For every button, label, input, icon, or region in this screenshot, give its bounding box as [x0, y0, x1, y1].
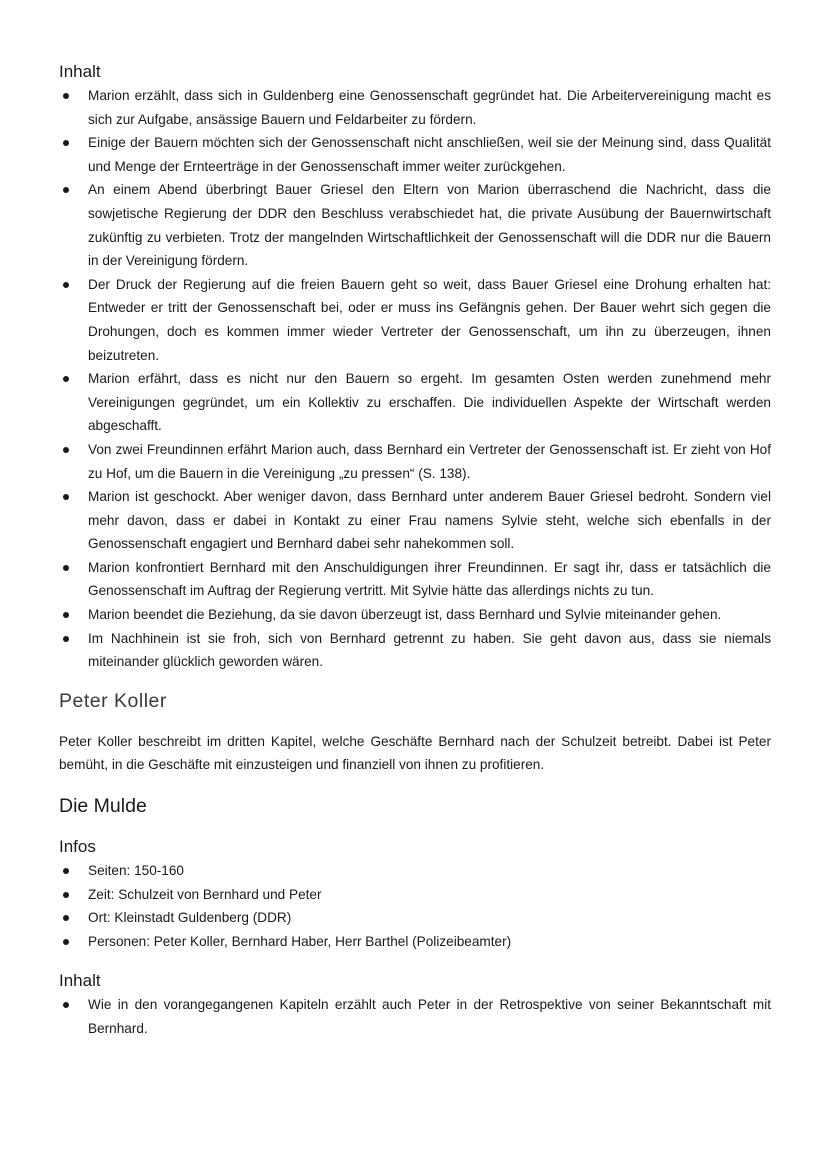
bullet-icon	[63, 636, 69, 642]
bullet-icon	[63, 868, 69, 874]
bullet-icon	[63, 187, 69, 193]
bullet-icon	[63, 612, 69, 618]
list-item: Marion konfrontiert Bernhard mit den Anschuldigungen ihrer Freundinnen. Er sagt ihr, dass er tatsächlich die Genossenschaft im Auftrag der Regierung vertritt. Mit Sylvie hätte das allerdings nichts zu tun.	[59, 556, 771, 603]
list-item: An einem Abend überbringt Bauer Griesel den Eltern von Marion überraschend die Nachricht, dass die sowjetische Regierung der DDR den Beschluss verabschiedet hat, die private Ausübung der Bauernwirtschaft zukünftig zu verbieten. Trotz der mangelnden Wirtschaftlichkeit der Genossenschaft will die DDR nur die Bauern in der Vereinigung fördern.	[59, 178, 771, 272]
document-page	[59, 60, 771, 1041]
list-item: Seiten: 150-160	[59, 859, 771, 883]
bullet-icon	[63, 915, 69, 921]
bullet-icon	[63, 282, 69, 288]
list-item: Marion erzählt, dass sich in Guldenberg eine Genossenschaft gegründet hat. Die Arbeitervereinigung macht es sich zur Aufgabe, ansässige Bauern und Feldarbeiter zu fördern.	[59, 84, 771, 131]
bullet-icon	[63, 892, 69, 898]
list-item: Einige der Bauern möchten sich der Genossenschaft nicht anschließen, weil sie der Meinung sind, dass Qualität und Menge der Ernteerträge in der Genossenschaft immer weiter zurückgehen.	[59, 131, 771, 178]
list-item: Wie in den vorangegangenen Kapiteln erzählt auch Peter in der Retrospektive von seiner Bekanntschaft mit Bernhard.	[59, 993, 771, 1040]
bullet-icon	[63, 1002, 69, 1008]
inhalt-list	[59, 84, 771, 674]
infos-list	[59, 859, 771, 953]
bullet-icon	[63, 565, 69, 571]
list-item: Marion erfährt, dass es nicht nur den Bauern so ergeht. Im gesamten Osten werden zunehmend mehr Vereinigungen gegründet, um ein Kollektiv zu erschaffen. Die individuellen Aspekte der Wirtschaft werden abgeschafft.	[59, 367, 771, 438]
list-item: Zeit: Schulzeit von Bernhard und Peter	[59, 883, 771, 907]
list-item: Ort: Kleinstadt Guldenberg (DDR)	[59, 906, 771, 930]
inhalt-list-2	[59, 993, 771, 1040]
list-item: Im Nachhinein ist sie froh, sich von Bernhard getrennt zu haben. Sie geht davon aus, dass sie niemals miteinander glücklich geworden wären.	[59, 627, 771, 674]
bullet-icon	[63, 376, 69, 382]
list-item: Marion beendet die Beziehung, da sie davon überzeugt ist, dass Bernhard und Sylvie miteinander gehen.	[59, 603, 771, 627]
peter-koller-paragraph: Peter Koller beschreibt im dritten Kapitel, welche Geschäfte Bernhard nach der Schulzeit betreibt. Dabei ist Peter bemüht, in die Geschäfte mit einzusteigen und finanziell von ihnen zu profitieren.	[59, 733, 771, 773]
list-item: Marion ist geschockt. Aber weniger davon, dass Bernhard unter anderem Bauer Griesel bedroht. Sondern viel mehr davon, dass er dabei in Kontakt zu einer Frau namens Sylvie steht, welche sich ebenfalls in der Genossenschaft engagiert und Bernhard dabei sehr nahekommen soll.	[59, 485, 771, 556]
bullet-icon	[63, 939, 69, 945]
bullet-icon	[63, 494, 69, 500]
bullet-icon	[63, 93, 69, 99]
section-heading-peter-koller: Peter Koller	[59, 689, 167, 712]
bullet-icon	[63, 447, 69, 453]
section-heading-inhalt: Inhalt	[59, 62, 101, 81]
list-item: Von zwei Freundinnen erfährt Marion auch, dass Bernhard ein Vertreter der Genossenschaft ist. Er zieht von Hof zu Hof, um die Bauern in die Vereinigung „zu pressen“ (S. 138).	[59, 438, 771, 485]
section-heading-inhalt-2: Inhalt	[59, 971, 101, 991]
section-heading-die-mulde: Die Mulde	[59, 795, 147, 818]
list-item: Der Druck der Regierung auf die freien Bauern geht so weit, dass Bauer Griesel eine Drohung erhalten hat: Entweder er tritt der Genossenschaft bei, oder er muss ins Gefängnis gehen. Der Bauer wehrt sich gegen die Drohungen, doch es kommen immer wieder Vertreter der Genossenschaft, um ihn zu überzeugen, ihnen beizutreten.	[59, 273, 771, 367]
list-item: Personen: Peter Koller, Bernhard Haber, Herr Barthel (Polizeibeamter)	[59, 930, 771, 954]
section-heading-infos: Infos	[59, 837, 96, 857]
bullet-icon	[63, 140, 69, 146]
